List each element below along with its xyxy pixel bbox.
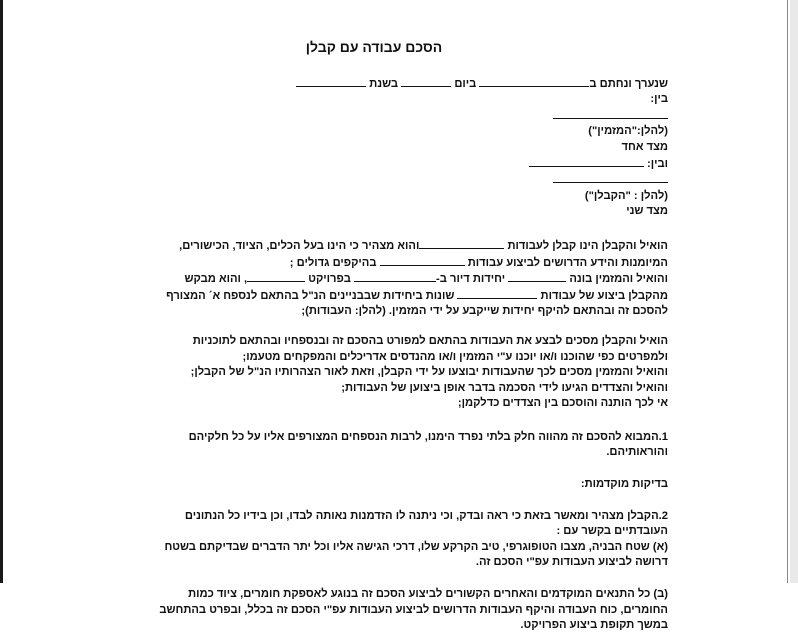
and-between-line: ובין: [140, 156, 668, 173]
party1-hereinafter: (להלן:"המזמין") [588, 125, 668, 138]
day-blank[interactable] [401, 76, 451, 87]
location-blank[interactable] [354, 271, 436, 282]
party2-hereinafter: (להלן : "הקבלן") [584, 189, 668, 202]
window-scroll-gutter[interactable] [790, 0, 798, 583]
party1-name-line [140, 108, 668, 125]
contract-document [140, 40, 668, 634]
units-count-blank[interactable] [508, 271, 566, 282]
year-blank[interactable] [296, 76, 366, 87]
work-scope-blank[interactable] [380, 255, 465, 266]
document-title: הסכם עבודה עם קבלן [305, 39, 443, 55]
whereas-section-2: הואיל והקבלן מסכים לבצע את העבודות בהתאם למפורט בהסכם זה ובנספחיו ובהתאם לתוכניות ולמפרטים כפי שהוכנו ו/או יוכנו ע"י המזמין ו/או מהנדסים אדריכלים והמפקחים מטעמו; והואיל והמזמין מסכים לכך שהעבודות יבוצעו על ידי הקבלן, וזאת לאור הצהרותיו הנ"ל של הקבלן; והואיל והצדדים הגיעו לידי הסכמה בדבר אופן ביצוען של העבודות; אי לכך הותנה והוסכם בין הצדדים כדלקמן; [190, 334, 668, 410]
party2-hereinafter-line [140, 172, 668, 189]
section-heading: בדיקות מוקדמות: [580, 478, 668, 491]
place-blank[interactable] [479, 76, 589, 87]
clause-1: 1.המבוא להסכם זה מהווה חלק בלתי נפרד הימנו, לרבות הנספחים המצורפים אליו על כל חלקיהם והוראותיהם. [188, 430, 668, 459]
party2-id-blank[interactable] [553, 172, 668, 183]
party2-side: מצד שני [626, 205, 668, 218]
party1-side: מצד אחד [621, 140, 668, 153]
whereas-section-1: הואיל והקבלן הינו קבלן לעבודות והוא מצהיר כי הינו בעל הכלים, הציוד, הכישורים, המיומנות והידע הדרושים לביצוע עבודות בהיקפים גדולים ; והואיל והמזמין בונה יחידות דיור ב- בפרויקט , והוא מבקש מהקבלן ביצוע של עבודות שונות ביחידות שבבניינים הנ"ל בהתאם לנספח א´ המצורף להסכם זה ובהתאם להיקף יחידות שייקבע על ידי המזמין. (להלן: העבודות); [166, 239, 668, 318]
page-left-border [0, 0, 3, 583]
page-right-edge [787, 0, 788, 583]
party2-name-blank[interactable] [529, 156, 644, 167]
work-type-blank[interactable] [419, 238, 504, 249]
works-kind-blank[interactable] [457, 288, 537, 299]
signing-date-line: שנערך ונחתם ב ביום בשנת [140, 76, 668, 93]
project-name-blank[interactable] [247, 271, 305, 282]
between-line: בין: [650, 93, 668, 106]
party1-name-blank[interactable] [553, 108, 668, 119]
clause-2b: (ב) כל התנאים המוקדמים והאחרים הקשורים לביצוע הסכם זה בנוגע לאספקת חומרים, ציוד כמות החומרים, כוח העבודה והיקף העבודות הדרושים לביצוע העבודות עפ"י הסכם זה בכלל, ובפרט בהתחשב במשך תקופת ביצוע הפרויקט. [159, 588, 668, 632]
clause-2: 2.הקבלן מצהיר ומאשר בזאת כי ראה ובדק, וכי ניתנה לו הזדמנות נאותה לבדו, וכן בידיו כל הנתונים העובדתיים בקשר עם : (א) שטח הבניה, מצבו הטופוגרפי, טיב הקרקע שלו, דרכי הגישה אליו וכל יתר הדברים שבדיקתם בשטח דרושה לביצוע העבודות עפ"י הסכם זה. [164, 509, 668, 569]
